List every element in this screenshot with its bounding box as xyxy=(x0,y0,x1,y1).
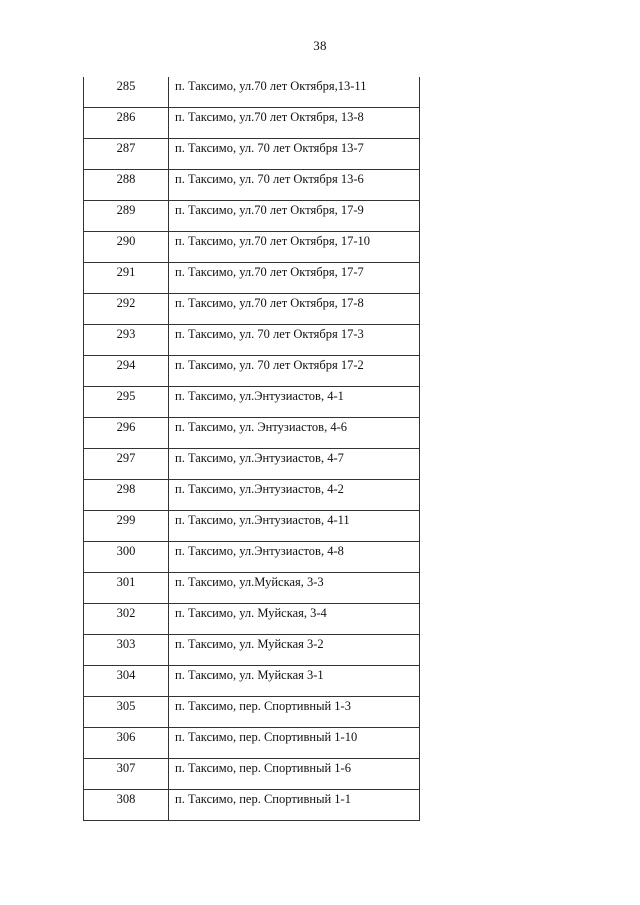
table-row xyxy=(84,356,420,387)
row-number: 292 xyxy=(116,296,136,310)
row-number: 298 xyxy=(116,482,136,496)
address-cell xyxy=(169,418,420,449)
table-row xyxy=(84,604,420,635)
address-text: п. Таксимо, пер. Спортивный 1-1 xyxy=(175,792,351,806)
row-number: 300 xyxy=(116,544,136,558)
address-text: п. Таксимо, ул.Энтузиастов, 4-8 xyxy=(175,544,344,558)
row-number: 308 xyxy=(116,792,136,806)
address-cell xyxy=(169,387,420,418)
row-number: 297 xyxy=(116,451,136,465)
table-row xyxy=(84,635,420,666)
address-cell xyxy=(169,263,420,294)
row-number: 291 xyxy=(116,265,136,279)
row-number-cell xyxy=(84,201,169,232)
address-text: п. Таксимо, ул.Муйская, 3-3 xyxy=(175,575,324,589)
table-row xyxy=(84,232,420,263)
row-number: 306 xyxy=(116,730,136,744)
row-number-cell xyxy=(84,77,169,108)
table-row xyxy=(84,387,420,418)
page-number: 38 xyxy=(313,38,327,53)
table-row xyxy=(84,759,420,790)
row-number-cell xyxy=(84,170,169,201)
address-text: п. Таксимо, ул.Энтузиастов, 4-2 xyxy=(175,482,344,496)
row-number-cell xyxy=(84,387,169,418)
row-number-cell xyxy=(84,542,169,573)
address-cell xyxy=(169,480,420,511)
row-number-cell xyxy=(84,263,169,294)
row-number-cell xyxy=(84,635,169,666)
row-number-cell xyxy=(84,511,169,542)
address-text: п. Таксимо, ул.Энтузиастов, 4-11 xyxy=(175,513,350,527)
row-number-cell xyxy=(84,604,169,635)
row-number-cell xyxy=(84,294,169,325)
address-text: п. Таксимо, пер. Спортивный 1-6 xyxy=(175,761,351,775)
address-text: п. Таксимо, ул. 70 лет Октября 13-6 xyxy=(175,172,364,186)
address-cell xyxy=(169,77,420,108)
address-text: п. Таксимо, ул.70 лет Октября, 17-8 xyxy=(175,296,364,310)
row-number: 296 xyxy=(116,420,136,434)
table-row xyxy=(84,511,420,542)
row-number-cell xyxy=(84,697,169,728)
row-number: 301 xyxy=(116,575,136,589)
table-row xyxy=(84,449,420,480)
row-number-cell xyxy=(84,759,169,790)
row-number: 303 xyxy=(116,637,136,651)
row-number: 286 xyxy=(116,110,136,124)
address-text: п. Таксимо, ул.70 лет Октября, 17-10 xyxy=(175,234,371,248)
address-cell xyxy=(169,511,420,542)
address-text: п. Таксимо, ул.70 лет Октября,13-11 xyxy=(175,79,367,93)
address-cell xyxy=(169,604,420,635)
address-cell xyxy=(169,170,420,201)
row-number: 307 xyxy=(116,761,136,775)
table-row xyxy=(84,728,420,759)
row-number: 287 xyxy=(116,141,136,155)
row-number: 290 xyxy=(116,234,136,248)
table-row xyxy=(84,108,420,139)
address-cell xyxy=(169,139,420,170)
row-number: 304 xyxy=(116,668,136,682)
row-number-cell xyxy=(84,666,169,697)
row-number-cell xyxy=(84,573,169,604)
row-number: 289 xyxy=(116,203,136,217)
table-row xyxy=(84,573,420,604)
table-row xyxy=(84,77,420,108)
table-row xyxy=(84,263,420,294)
row-number: 295 xyxy=(116,389,136,403)
row-number-cell xyxy=(84,418,169,449)
address-cell xyxy=(169,635,420,666)
address-cell xyxy=(169,790,420,821)
address-cell xyxy=(169,573,420,604)
row-number-cell xyxy=(84,356,169,387)
row-number-cell xyxy=(84,108,169,139)
table-row xyxy=(84,294,420,325)
address-cell xyxy=(169,356,420,387)
row-number: 305 xyxy=(116,699,136,713)
row-number: 294 xyxy=(116,358,136,372)
address-text: п. Таксимо, ул.Энтузиастов, 4-1 xyxy=(175,389,344,403)
address-text: п. Таксимо, ул.70 лет Октября, 17-9 xyxy=(175,203,364,217)
address-text: п. Таксимо, ул.70 лет Октября, 13-8 xyxy=(175,110,364,124)
table-row xyxy=(84,139,420,170)
address-table xyxy=(83,77,420,821)
address-text: п. Таксимо, ул. Муйская, 3-4 xyxy=(175,606,327,620)
row-number: 293 xyxy=(116,327,136,341)
row-number: 285 xyxy=(116,79,136,93)
row-number-cell xyxy=(84,139,169,170)
row-number-cell xyxy=(84,232,169,263)
address-text: п. Таксимо, ул. Муйская 3-2 xyxy=(175,637,324,651)
row-number: 288 xyxy=(116,172,136,186)
table-row xyxy=(84,666,420,697)
row-number-cell xyxy=(84,790,169,821)
table-row xyxy=(84,325,420,356)
address-cell xyxy=(169,294,420,325)
table-row xyxy=(84,480,420,511)
address-cell xyxy=(169,697,420,728)
address-cell xyxy=(169,666,420,697)
table-row xyxy=(84,542,420,573)
row-number: 302 xyxy=(116,606,136,620)
table-row xyxy=(84,170,420,201)
address-cell xyxy=(169,728,420,759)
address-text: п. Таксимо, пер. Спортивный 1-10 xyxy=(175,730,358,744)
table-row xyxy=(84,697,420,728)
address-cell xyxy=(169,201,420,232)
address-cell xyxy=(169,449,420,480)
address-text: п. Таксимо, пер. Спортивный 1-3 xyxy=(175,699,351,713)
address-cell xyxy=(169,232,420,263)
address-text: п. Таксимо, ул. Энтузиастов, 4-6 xyxy=(175,420,347,434)
row-number-cell xyxy=(84,325,169,356)
address-text: п. Таксимо, ул. 70 лет Октября 17-2 xyxy=(175,358,364,372)
address-cell xyxy=(169,542,420,573)
address-cell xyxy=(169,759,420,790)
row-number: 299 xyxy=(116,513,136,527)
row-number-cell xyxy=(84,480,169,511)
address-text: п. Таксимо, ул. 70 лет Октября 17-3 xyxy=(175,327,364,341)
address-text: п. Таксимо, ул.70 лет Октября, 17-7 xyxy=(175,265,364,279)
address-table-body xyxy=(84,77,420,821)
row-number-cell xyxy=(84,728,169,759)
table-row xyxy=(84,418,420,449)
address-cell xyxy=(169,325,420,356)
address-text: п. Таксимо, ул.Энтузиастов, 4-7 xyxy=(175,451,344,465)
address-text: п. Таксимо, ул. 70 лет Октября 13-7 xyxy=(175,141,364,155)
address-text: п. Таксимо, ул. Муйская 3-1 xyxy=(175,668,324,682)
address-cell xyxy=(169,108,420,139)
table-row xyxy=(84,790,420,821)
table-row xyxy=(84,201,420,232)
row-number-cell xyxy=(84,449,169,480)
